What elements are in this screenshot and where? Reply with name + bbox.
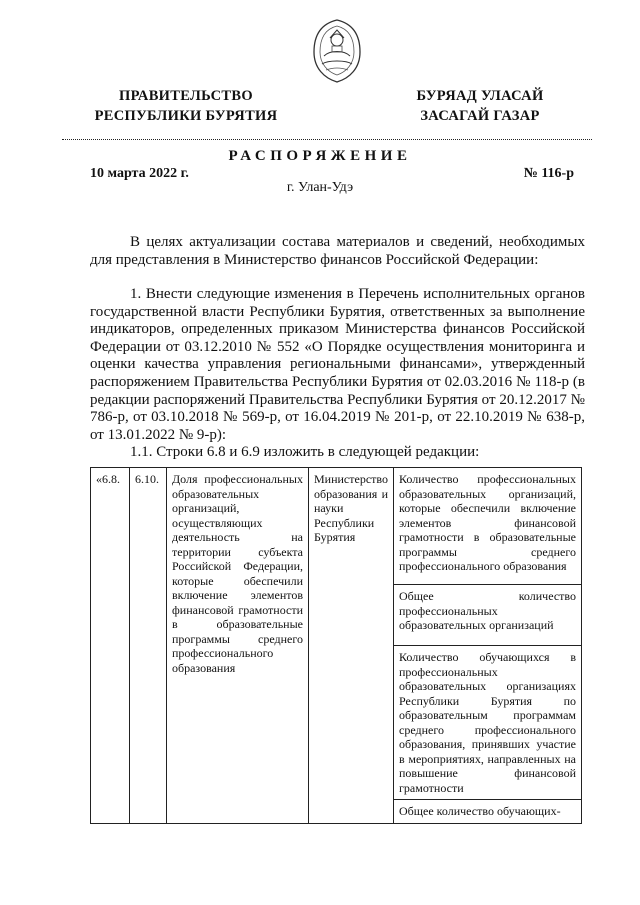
coat-of-arms-emblem xyxy=(310,18,364,84)
document-city: г. Улан-Удэ xyxy=(286,180,354,195)
table-cell-sub-indicator: Количество обучающихся в профессиональных образовательных организациях Республики Бурятия по образовательным программам среднего профессионального образования, принявших участие в мероприятиях, направленных на повышение финансовой грамотности xyxy=(394,646,582,800)
table-row xyxy=(91,468,582,585)
paragraph-item-1: 1. Внести следующие изменения в Перечень исполнительных органов государственной власти Республики Бурятия, ответственных за выполнение индикаторов, определенных приказом Министерства финансов Российской Федерации от 03.12.2010 № 552 «О Порядке осуществления мониторинга и оценки качества управления региональными финансами», утвержденный распоряжением Правительства Республики Бурятия от 02.03.2016 № 118-р (в редакции распоряжений Правительства Республики Бурятия от 20.12.2017 № 786-р, от 03.10.2018 № 569-р, от 16.04.2019 № 201-р, от 22.10.2019 № 638-р, от 13.01.2022 № 9-р): xyxy=(90,286,585,443)
table-cell-sub-indicator: Общее количество обучающих- xyxy=(394,800,582,824)
header-right xyxy=(395,86,565,126)
table-cell-indicator-number: 6.10. xyxy=(130,468,167,824)
table-cell-sub-indicator: Общее количество профессиональных образовательных организаций xyxy=(394,585,582,646)
document-number: № 116-р xyxy=(523,166,574,181)
header-left-line1: ПРАВИТЕЛЬСТВО xyxy=(119,88,253,104)
header-right-line1: БУРЯАД УЛАСАЙ xyxy=(416,88,544,104)
table-cell-indicator-name: Доля профессиональных образовательных организаций, осуществляющих деятельность на территории субъекта Российской Федерации, которые обеспечили включение элементов финансовой грамотности в образовательные программы среднего профессионального образования xyxy=(167,468,309,824)
paragraph-item-1-1: 1.1. Строки 6.8 и 6.9 изложить в следующей редакции: xyxy=(130,444,480,460)
document-date: 10 марта 2022 г. xyxy=(90,166,189,181)
header-left xyxy=(86,86,286,126)
table-cell-row-number: «6.8. xyxy=(91,468,130,824)
table-cell-sub-indicator: Количество профессиональных образовательных организаций, которые обеспечили включение элементов финансовой грамотности в образовательные программы среднего профессионального образования xyxy=(394,468,582,585)
header-right-line2: ЗАСАГАЙ ГАЗАР xyxy=(420,108,540,124)
dotted-divider xyxy=(62,139,592,140)
header-left-line2: РЕСПУБЛИКИ БУРЯТИЯ xyxy=(94,108,278,124)
paragraph-intro: В целях актуализации состава материалов и сведений, необходимых для представления в Министерство финансов Российской Федерации: xyxy=(90,234,585,268)
document-title: РАСПОРЯЖЕНИЕ xyxy=(228,148,412,164)
table-cell-responsible-body: Министерство образования и науки Республики Бурятия xyxy=(309,468,394,824)
amendment-table xyxy=(90,467,582,824)
